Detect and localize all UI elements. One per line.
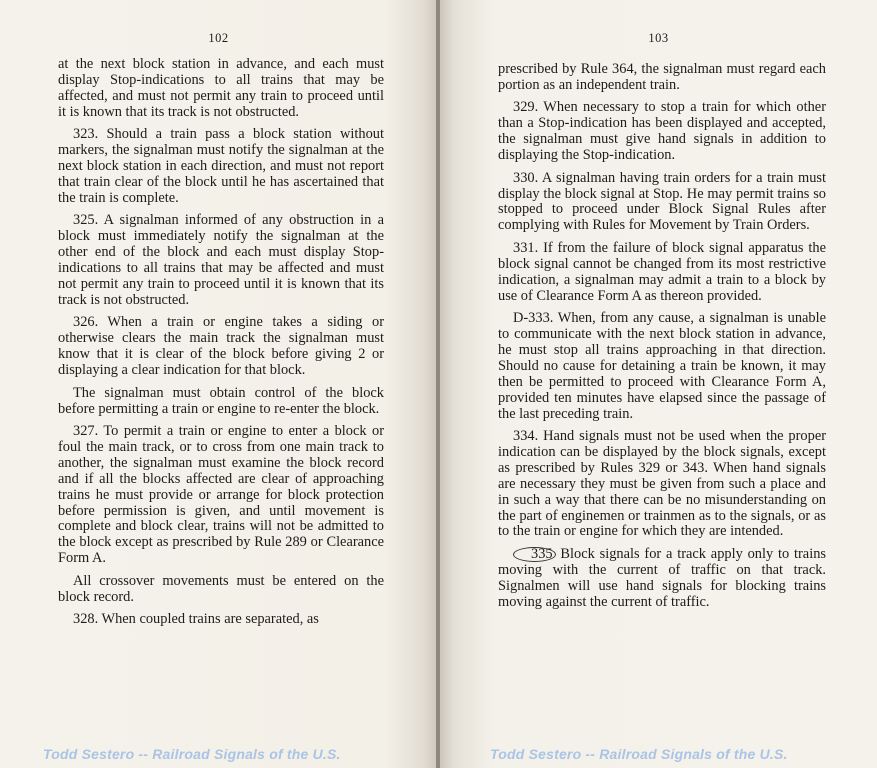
paragraph-rule-334: 334. Hand signals must not be used when the proper indication can be displayed by the block signals, except as prescribed by Rules 329 or 343. When hand signals are necessary they must be given from such a place and in such a way that there can be no misunderstanding on the part of enginemen or trainmen as to the signals, or as to the train or engine for which they are intended. <box>498 428 826 540</box>
page-number: 102 <box>208 31 229 45</box>
page-text <box>58 57 384 635</box>
watermark: Todd Sestero -- Railroad Signals of the U.S. <box>490 746 788 762</box>
paragraph-rule-d333: D-333. When, from any cause, a signalman is unable to communicate with the next block station in advance, he must stop all trains approaching in that direction. Should no cause for detaining a train be known, it may then be permitted to proceed with Clearance Form A, provided ten minutes have elapsed since the passage of the last preceding train. <box>498 310 826 422</box>
right-page <box>440 0 877 768</box>
left-page <box>0 0 437 768</box>
paragraph-rule-329: 329. When necessary to stop a train for which other than a Stop-indication has been displayed and accepted, the signalman must give hand signals in addition to displaying the Stop-indication. <box>498 99 826 164</box>
page-number: 103 <box>648 31 669 45</box>
page-text <box>498 62 826 617</box>
paragraph-rule-326: 326. When a train or engine takes a siding or otherwise clears the main track the signalman must know that it is clear of the block before giving 2 or displaying a clear indication for that block. <box>58 314 384 379</box>
paragraph: All crossover movements must be entered on the block record. <box>58 572 384 605</box>
paragraph-rule-330: 330. A signalman having train orders for a train must display the block signal at Stop. He may permit trains so stopped to proceed under Block Signal Rules after complying with Rules for Movement by Train Orders. <box>498 169 826 234</box>
paragraph: The signalman must obtain control of the block before permitting a train or engine to re-enter the block. <box>58 384 384 417</box>
paragraph-text: Block signals for a track apply only to trains moving with the current of traffic on that track. Signalmen will use hand signals for blocking trains moving against the current of traffic. <box>498 545 826 610</box>
paragraph-rule-331: 331. If from the failure of block signal apparatus the block signal cannot be changed from its most restrictive indication, a signalman may admit a train to a block by use of Clearance Form A as thereon provided. <box>498 239 826 304</box>
paragraph-rule-335 <box>498 547 826 611</box>
paragraph-rule-323: 323. Should a train pass a block station without markers, the signalman must notify the signalman at the next block station in each direction, and must not report that train clear of the block until he has ascertained that the train is complete. <box>58 126 384 206</box>
paragraph-rule-328: 328. When coupled trains are separated, as <box>73 611 319 628</box>
paragraph-rule-327: 327. To permit a train or engine to enter a block or foul the main track, or to cross from one main track to another, the signalman must examine the block record and if all the blocks affected are clear of approaching trains he must provide or arrange for block protection before permission is given, and until movement is complete and block clear, trains will not be admitted to the block except as prescribed by Rule 289 or Clearance Form A. <box>58 423 384 567</box>
watermark: Todd Sestero -- Railroad Signals of the U.S. <box>43 746 341 762</box>
paragraph-rule-325: 325. A signalman informed of any obstruction in a block must immediately notify the signalman at the other end of the block and each must display Stop-indications to all trains that may be affected and must not permit any train to proceed until it is known that its track is not obstructed. <box>58 212 384 308</box>
circled-rule-number: 335 <box>513 547 556 562</box>
paragraph: prescribed by Rule 364, the signalman must regard each portion as an independent train. <box>498 61 826 93</box>
paragraph: at the next block station in advance, and each must display Stop-indications to all trains that may be affected, and must not permit any train to proceed until it is known that its track is not obstructed. <box>58 56 384 120</box>
